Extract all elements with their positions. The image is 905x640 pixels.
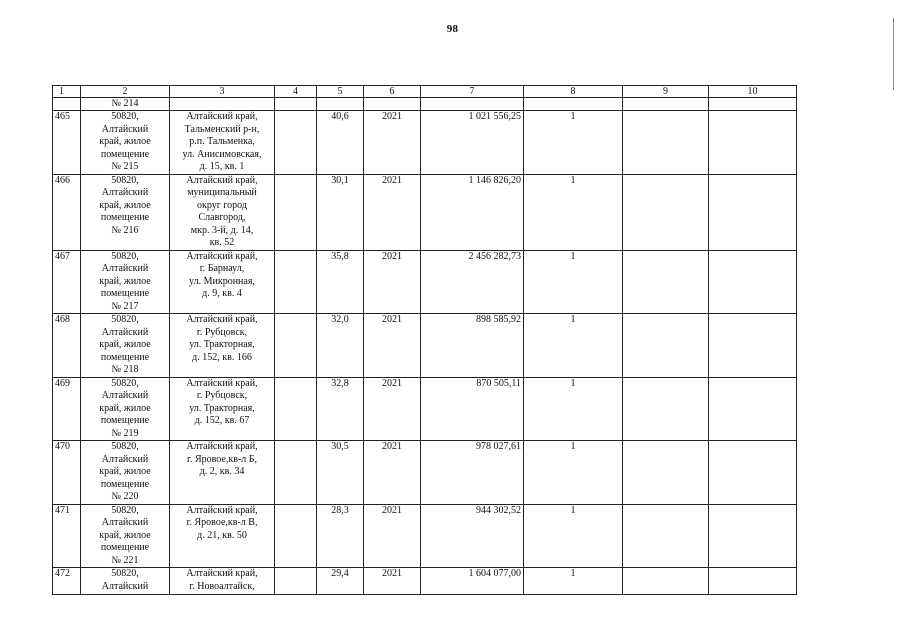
column-header: 7 [421, 86, 524, 98]
column-header: 10 [709, 86, 797, 98]
cell-address-line: Алтайский край, [186, 314, 258, 325]
cell-object-name [81, 111, 170, 175]
cell-object-name-line: № 215 [111, 161, 139, 172]
cell-object-name-line: 50820, [111, 377, 139, 389]
cell-area [317, 98, 364, 111]
cell-address [170, 98, 275, 111]
cell-address-line: д. 15, кв. 1 [199, 161, 245, 172]
cell-col4 [275, 111, 317, 175]
cell-col4 [275, 568, 317, 595]
table-row [53, 504, 797, 568]
cell-object-name-line: Алтайский [101, 326, 149, 338]
cell-address [170, 441, 275, 505]
cell-address-line: г. Рубцовск, [196, 326, 248, 338]
cell-col9 [623, 441, 709, 505]
cell-address [170, 314, 275, 378]
cell-col4 [275, 174, 317, 250]
cell-number: 465 [53, 111, 81, 175]
cell-address-line: Алтайский край, [186, 111, 258, 122]
cell-object-name-line: № 218 [111, 364, 139, 375]
cell-object-name [81, 441, 170, 505]
cell-address-line: Алтайский край, [186, 504, 258, 516]
cell-number: 468 [53, 314, 81, 378]
cell-area: 30,1 [317, 174, 364, 250]
cell-col10 [709, 111, 797, 175]
cell-object-name-line: край, жилое [99, 199, 151, 211]
cell-year [364, 98, 421, 111]
cell-number: 469 [53, 377, 81, 441]
cell-address-line: г. Барнаул, [199, 263, 245, 274]
cell-count: 1 [524, 441, 623, 505]
cell-address-line: г. Новоалтайск, [189, 580, 255, 592]
cell-address-line: Алтайский край, [186, 377, 258, 389]
cell-col9 [623, 504, 709, 568]
cell-value: 1 021 556,25 [421, 111, 524, 175]
cell-object-name: № 214 [81, 98, 170, 111]
cell-col4 [275, 98, 317, 111]
cell-object-name-line: 50820, [111, 504, 139, 516]
cell-address [170, 174, 275, 250]
cell-address-line: Алтайский край, [186, 568, 258, 579]
cell-area: 28,3 [317, 504, 364, 568]
cell-address-line: ул. Тракторная, [189, 402, 255, 414]
cell-year: 2021 [364, 568, 421, 595]
cell-address-line: д. 152, кв. 67 [194, 415, 250, 426]
table-row [53, 174, 797, 250]
cell-object-name-line: Алтайский [101, 453, 149, 465]
cell-object-name-line: край, жилое [99, 402, 151, 414]
cell-address-line: мкр. 3-й, д. 14, [190, 224, 254, 236]
cell-col4 [275, 314, 317, 378]
cell-col10 [709, 250, 797, 314]
cell-area: 32,8 [317, 377, 364, 441]
cell-year: 2021 [364, 504, 421, 568]
cell-col10 [709, 568, 797, 595]
column-header: 9 [623, 86, 709, 98]
cell-address-line: ул. Микронная, [189, 275, 255, 287]
cell-area: 40,6 [317, 111, 364, 175]
cell-col10 [709, 377, 797, 441]
table-row [53, 441, 797, 505]
cell-address-line: р.п. Тальменка, [189, 136, 255, 147]
cell-number: 470 [53, 441, 81, 505]
cell-object-name [81, 377, 170, 441]
table-row [53, 250, 797, 314]
cell-object-name-line: № 220 [111, 491, 139, 502]
continuation-row [53, 98, 797, 111]
cell-year: 2021 [364, 314, 421, 378]
cell-value: 944 302,52 [421, 504, 524, 568]
cell-object-name [81, 250, 170, 314]
cell-object-name-line: 50820, [111, 111, 139, 122]
cell-object-name [81, 504, 170, 568]
cell-address-line: ул. Тракторная, [189, 339, 255, 350]
cell-col9 [623, 314, 709, 378]
cell-address-line: Алтайский край, [186, 441, 258, 452]
cell-object-name-line: край, жилое [99, 275, 151, 287]
cell-object-name-line: № 219 [111, 427, 139, 439]
cell-address-line: г. Яровое,кв-л В, [186, 517, 258, 528]
table-row [53, 377, 797, 441]
cell-area: 35,8 [317, 250, 364, 314]
cell-col4 [275, 250, 317, 314]
cell-address [170, 111, 275, 175]
table-row [53, 568, 797, 595]
cell-address [170, 504, 275, 568]
cell-address [170, 250, 275, 314]
cell-address-line: г. Яровое,кв-л Б, [187, 453, 257, 465]
cell-object-name-line: Алтайский [101, 390, 149, 401]
cell-object-name [81, 568, 170, 595]
cell-col9 [623, 377, 709, 441]
cell-year: 2021 [364, 377, 421, 441]
cell-number: 471 [53, 504, 81, 568]
cell-address-line: д. 2, кв. 34 [199, 466, 245, 477]
cell-object-name-line: край, жилое [99, 466, 151, 477]
cell-col9 [623, 98, 709, 111]
cell-col4 [275, 377, 317, 441]
header-row [53, 86, 797, 98]
cell-object-name-line: Алтайский [101, 517, 149, 528]
cell-col9 [623, 174, 709, 250]
cell-value: 1 604 077,00 [421, 568, 524, 595]
cell-object-name-line: Алтайский [101, 123, 149, 135]
cell-address-line: округ город [197, 199, 247, 211]
cell-value: 1 146 826,20 [421, 174, 524, 250]
cell-col4 [275, 504, 317, 568]
cell-address-line: ул. Анисимовская, [182, 148, 262, 160]
cell-object-name-line: край, жилое [99, 529, 151, 541]
cell-address-line: г. Рубцовск, [196, 390, 248, 401]
column-header: 8 [524, 86, 623, 98]
cell-address-line: д. 21, кв. 50 [197, 529, 247, 541]
cell-object-name-line: помещение [100, 478, 150, 490]
cell-object-name-line: помещение [100, 351, 150, 363]
cell-col10 [709, 314, 797, 378]
table-row [53, 314, 797, 378]
cell-object-name [81, 314, 170, 378]
cell-year: 2021 [364, 111, 421, 175]
cell-object-name-line: помещение [100, 542, 150, 553]
cell-col10 [709, 504, 797, 568]
property-registry-table [52, 85, 797, 595]
cell-object-name-line: край, жилое [99, 136, 151, 147]
cell-count: 1 [524, 314, 623, 378]
column-header: 1 [53, 86, 81, 98]
cell-col9 [623, 111, 709, 175]
cell-area: 32,0 [317, 314, 364, 378]
column-header: 4 [275, 86, 317, 98]
cell-count: 1 [524, 250, 623, 314]
cell-object-name-line: 50820, [111, 314, 139, 325]
cell-object-name-line: 50820, [111, 441, 139, 452]
cell-count: 1 [524, 377, 623, 441]
cell-col10 [709, 441, 797, 505]
cell-object-name-line: помещение [100, 148, 150, 160]
cell-object-name-line: помещение [100, 212, 150, 223]
cell-col9 [623, 568, 709, 595]
cell-address [170, 568, 275, 595]
cell-object-name-line: № 221 [111, 554, 139, 566]
cell-object-name-line: № 216 [111, 224, 139, 236]
cell-col10 [709, 174, 797, 250]
cell-object-name-line: помещение [100, 415, 150, 426]
cell-address-line: муниципальный [187, 187, 257, 198]
page-number: 98 [446, 23, 459, 35]
cell-object-name-line: Алтайский [101, 580, 149, 592]
cell-number: 467 [53, 250, 81, 314]
cell-value: 978 027,61 [421, 441, 524, 505]
cell-value: 2 456 282,73 [421, 250, 524, 314]
column-header: 5 [317, 86, 364, 98]
cell-object-name-line: помещение [100, 288, 150, 299]
cell-object-name-line: 50820, [111, 250, 139, 262]
cell-number: 466 [53, 174, 81, 250]
column-header: 2 [81, 86, 170, 98]
cell-count: 1 [524, 568, 623, 595]
cell-address-line: Алтайский край, [186, 250, 258, 262]
cell-count: 1 [524, 504, 623, 568]
cell-area: 29,4 [317, 568, 364, 595]
cell-object-name-line: 50820, [111, 568, 139, 579]
margin-rule [893, 18, 894, 90]
cell-address-line: Алтайский край, [186, 174, 258, 186]
cell-number: 472 [53, 568, 81, 595]
cell-count [524, 98, 623, 111]
cell-year: 2021 [364, 441, 421, 505]
cell-object-name-line: Алтайский [101, 263, 149, 274]
cell-object-name-line: 50820, [111, 174, 139, 186]
cell-col10 [709, 98, 797, 111]
cell-object-name-line: № 217 [111, 300, 139, 312]
cell-address-line: Тальменский р-н, [184, 123, 260, 135]
cell-col9 [623, 250, 709, 314]
cell-col4 [275, 441, 317, 505]
cell-number [53, 98, 81, 111]
cell-address-line: д. 152, кв. 166 [192, 351, 252, 363]
cell-count: 1 [524, 174, 623, 250]
cell-object-name-line: Алтайский [101, 187, 149, 198]
cell-area: 30,5 [317, 441, 364, 505]
cell-value [421, 98, 524, 111]
cell-address-line: д. 9, кв. 4 [202, 288, 242, 299]
table-row [53, 111, 797, 175]
cell-value: 870 505,11 [421, 377, 524, 441]
cell-year: 2021 [364, 250, 421, 314]
column-header: 6 [364, 86, 421, 98]
cell-address-line: Славгород, [198, 212, 246, 223]
cell-address [170, 377, 275, 441]
cell-object-name-line: край, жилое [99, 339, 151, 350]
cell-object-name [81, 174, 170, 250]
cell-year: 2021 [364, 174, 421, 250]
cell-value: 898 585,92 [421, 314, 524, 378]
cell-address-line: кв. 52 [209, 237, 235, 248]
column-header: 3 [170, 86, 275, 98]
cell-count: 1 [524, 111, 623, 175]
